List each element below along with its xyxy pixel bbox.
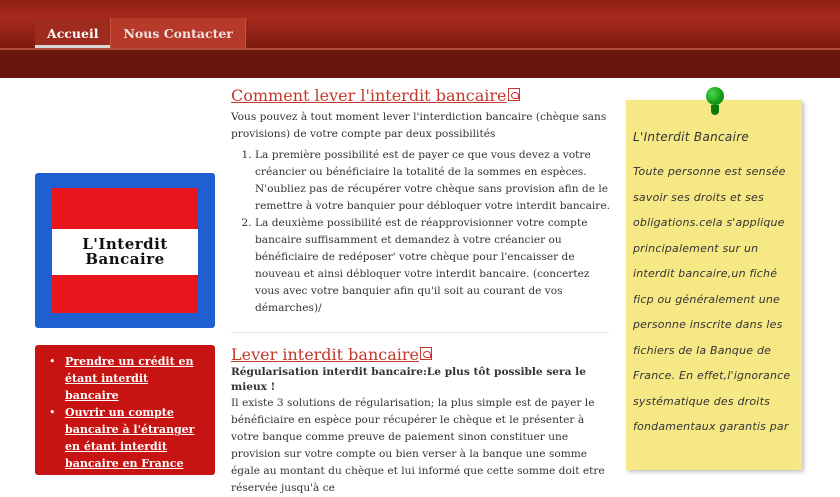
article-text: Il existe 3 solutions de régularisation; la plus simple est de payer le bénéficiaire en espèce pour récupérer le chèque et le présenter à votre banque comme preuve de paiement sinon constituer une provision sur votre compte ou bien verser à la banque une somme égale au montant du chèque et lui informé que cette somme doit etre réservée jusqu'à ce xyxy=(231,397,605,494)
main-nav xyxy=(35,18,246,48)
pushpin-icon xyxy=(706,87,724,105)
sidebar-link-item xyxy=(49,353,205,404)
logo-text-line1: L'Interdit xyxy=(82,235,168,253)
note-title: L'Interdit Bancaire xyxy=(633,130,750,144)
article-1 xyxy=(231,86,611,317)
logo-band xyxy=(52,229,198,275)
sidebar-links xyxy=(35,345,215,475)
link-compte-etranger[interactable]: Ouvrir un compte bancaire à l'étranger en étant interdit bancaire en France xyxy=(65,406,195,470)
main-content xyxy=(231,86,611,497)
sidebar-link-item xyxy=(49,404,205,472)
article-list xyxy=(231,147,611,317)
link-credit-interdit[interactable]: Prendre un crédit en étant interdit bancaire xyxy=(65,355,194,402)
sticky-note xyxy=(626,100,802,470)
article-title-link[interactable]: Comment lever l'interdit bancaire xyxy=(231,86,507,105)
nav-item-contact[interactable]: Nous Contacter xyxy=(111,18,245,48)
article-divider xyxy=(231,332,609,333)
pdf-icon[interactable] xyxy=(420,347,432,360)
pdf-icon[interactable] xyxy=(508,88,520,101)
logo-text-line2: Bancaire xyxy=(85,250,165,268)
article-title-link[interactable]: Lever interdit bancaire xyxy=(231,345,419,364)
header-divider xyxy=(0,48,840,50)
header-subbar xyxy=(0,48,840,78)
logo-red-panel xyxy=(52,188,198,313)
pushpin-stem xyxy=(711,105,719,115)
list-item: 2. La deuxième possibilité est de réapprovisionner votre compte bancaire suffisamment et demandez à votre créancier ou bénéficiaire de redéposer' votre chèque pour l'encaisser de nouveau et ainsi débloquer votre interdit bancaire. (concertez vous avec votre banquier afin qu'il soit au courant de vos démarches)/ xyxy=(255,215,611,317)
site-logo xyxy=(35,173,215,328)
note-text: Toute personne est sensée savoir ses droits et ses obligations.cela s'applique principalement sur un interdit bancaire,un fiché ficp ou généralement une personne inscrite dans les fichiers de la Banque de France. En effet,l'ignorance systématique des droits fondamentaux garantis par xyxy=(633,165,791,433)
article-2 xyxy=(231,345,611,497)
list-item: 1. La première possibilité est de payer ce que vous devez a votre créancier ou bénéficiaire la totalité de la sommes en espèces. N'oubliez pas de récupérer votre chèque sans provision afin de le remettre à votre banquier pour débloquer votre interdit bancaire. xyxy=(255,147,611,215)
article-intro: Vous pouvez à tout moment lever l'interdiction bancaire (chèque sans provisions) de votre compte par deux possibilités xyxy=(231,111,607,140)
nav-item-accueil[interactable]: Accueil xyxy=(35,18,111,48)
article-subtitle: Régularisation interdit bancaire:Le plus tôt possible sera le mieux ! xyxy=(231,366,586,393)
